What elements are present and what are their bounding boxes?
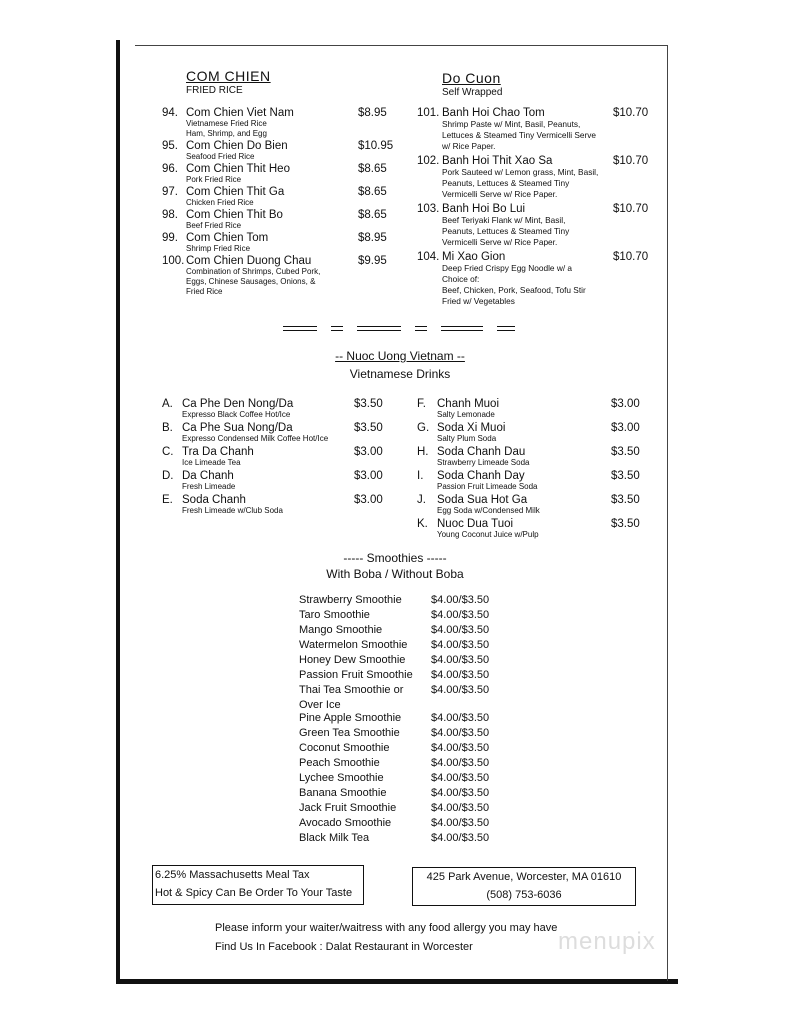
smoothie-name: Coconut Smoothie	[299, 742, 390, 754]
section-title: Do Cuon	[442, 70, 501, 86]
menu-item	[417, 155, 667, 200]
item-price: $3.50	[611, 494, 640, 506]
item-price: $10.70	[613, 155, 649, 167]
item-description: w/ Rice Paper.	[442, 141, 496, 151]
smoothie-name: Mango Smoothie	[299, 624, 383, 636]
item-description: Peanuts, Lettuces & Steamed Tiny	[442, 226, 570, 236]
menu-item	[162, 209, 412, 231]
item-price: $3.50	[611, 446, 640, 458]
item-price: $10.70	[613, 251, 649, 263]
page-border-bottom	[116, 979, 678, 984]
item-number: E.	[162, 494, 173, 506]
item-name: Soda Sua Hot Ga	[437, 494, 528, 506]
smoothie-name: Strawberry Smoothie	[299, 594, 402, 606]
menu-item	[162, 446, 402, 470]
menu-item	[162, 398, 402, 422]
smoothie-item	[299, 741, 519, 756]
smoothie-price: $4.00/$3.50	[431, 609, 490, 621]
menu-item	[417, 422, 657, 446]
smoothie-item	[299, 608, 519, 623]
item-name: Com Chien Viet Nam	[186, 107, 294, 119]
item-description: Beef Fried Rice	[186, 221, 242, 230]
smoothie-price: $4.00/$3.50	[431, 639, 490, 651]
menu-item	[162, 163, 412, 185]
smoothie-price: $4.00/$3.50	[431, 684, 490, 696]
smoothie-price: $4.00/$3.50	[431, 669, 490, 681]
facebook-note: Find Us In Facebook : Dalat Restaurant in Worcester	[215, 941, 473, 953]
smoothie-name: Passion Fruit Smoothie	[299, 669, 413, 681]
item-description: Fresh Limeade	[182, 482, 236, 491]
smoothie-name: Thai Tea Smoothie or Over Ice	[299, 684, 404, 711]
item-number: 97.	[162, 186, 178, 198]
item-description: Expresso Black Coffee Hot/Ice	[182, 410, 291, 419]
smoothie-item	[299, 653, 519, 668]
smoothie-name: Black Milk Tea	[299, 832, 370, 844]
section-subtitle: Vietnamese Drinks	[349, 367, 451, 381]
item-description: Choice of:	[442, 274, 480, 284]
item-description: Expresso Condensed Milk Coffee Hot/Ice	[182, 434, 329, 443]
item-description: Vietnamese Fried Rice	[186, 119, 267, 128]
smoothie-price: $4.00/$3.50	[431, 757, 490, 769]
smoothie-name: Green Tea Smoothie	[299, 727, 400, 739]
address-box	[412, 867, 636, 906]
menu-item	[162, 232, 412, 254]
item-name: Soda Xi Muoi	[437, 422, 506, 434]
item-price: $3.00	[354, 494, 383, 506]
item-name: Da Chanh	[182, 470, 234, 482]
item-number: 96.	[162, 163, 178, 175]
smoothie-price: $4.00/$3.50	[431, 594, 490, 606]
smoothie-price: $4.00/$3.50	[431, 654, 490, 666]
section-subtitle: With Boba / Without Boba	[326, 567, 464, 581]
item-number: 99.	[162, 232, 178, 244]
item-number: C.	[162, 446, 174, 458]
item-description: Fresh Limeade w/Club Soda	[182, 506, 283, 515]
smoothie-price: $4.00/$3.50	[431, 742, 490, 754]
smoothie-price: $4.00/$3.50	[431, 727, 490, 739]
smoothie-price: $4.00/$3.50	[431, 787, 490, 799]
item-description: Beef Teriyaki Flank w/ Mint, Basil,	[442, 215, 566, 225]
com-chien-list	[162, 107, 412, 298]
smoothie-price: $4.00/$3.50	[431, 832, 490, 844]
menu-item	[417, 494, 657, 518]
restaurant-address: 425 Park Avenue, Worcester, MA 01610	[426, 871, 622, 883]
item-number: A.	[162, 398, 173, 410]
item-description: Salty Plum Soda	[437, 434, 497, 443]
item-price: $8.65	[358, 186, 387, 198]
item-description: Salty Lemonade	[437, 410, 495, 419]
smoothie-name: Honey Dew Smoothie	[299, 654, 406, 666]
item-description: Combination of Shrimps, Cubed Pork,	[186, 267, 321, 276]
item-number: 101.	[417, 107, 440, 119]
do-cuon-list	[417, 107, 667, 310]
item-price: $3.00	[611, 398, 640, 410]
smoothie-name: Watermelon Smoothie	[299, 639, 408, 651]
smoothie-item	[299, 711, 519, 726]
item-description: Vermicelli Serve w/ Rice Paper.	[442, 189, 558, 199]
item-number: J.	[417, 494, 426, 506]
item-price: $8.65	[358, 209, 387, 221]
smoothie-name: Banana Smoothie	[299, 787, 387, 799]
do-cuon-header	[442, 70, 502, 98]
item-price: $3.50	[611, 470, 640, 482]
smoothie-price: $4.00/$3.50	[431, 624, 490, 636]
smoothies-header	[250, 551, 540, 581]
spicy-note: Hot & Spicy Can Be Order To Your Taste	[155, 887, 353, 899]
item-price: $8.95	[358, 232, 387, 244]
smoothie-name: Taro Smoothie	[299, 609, 370, 621]
item-number: 95.	[162, 140, 178, 152]
item-description: Pork Sauteed w/ Lemon grass, Mint, Basil,	[442, 167, 599, 177]
item-price: $3.50	[611, 518, 640, 530]
smoothies-list	[299, 593, 519, 846]
smoothie-item	[299, 816, 519, 831]
item-name: Com Chien Tom	[186, 232, 269, 244]
item-name: Ca Phe Den Nong/Da	[182, 398, 294, 410]
menu-item	[162, 140, 412, 162]
item-number: F.	[417, 398, 426, 410]
menu-item	[417, 251, 667, 307]
item-description: Shrimp Paste w/ Mint, Basil, Peanuts,	[442, 119, 581, 129]
item-description: Fried w/ Vegetables	[442, 296, 515, 306]
item-description: Beef, Chicken, Pork, Seafood, Tofu Stir	[442, 285, 586, 295]
smoothie-item	[299, 683, 519, 713]
item-price: $10.70	[613, 107, 649, 119]
item-description: Pork Fried Rice	[186, 175, 242, 184]
menu-item	[417, 446, 657, 470]
item-price: $9.95	[358, 255, 387, 267]
menupix-watermark: menupix	[558, 928, 656, 955]
item-number: K.	[417, 518, 428, 530]
item-name: Banh Hoi Bo Lui	[442, 203, 526, 215]
menu-item	[417, 470, 657, 494]
drinks-right-list	[417, 398, 657, 542]
menu-item	[162, 470, 402, 494]
smoothie-price: $4.00/$3.50	[431, 802, 490, 814]
smoothie-item	[299, 786, 519, 801]
item-name: Com Chien Duong Chau	[186, 255, 312, 267]
menu-item	[162, 494, 402, 518]
item-description: Chicken Fried Rice	[186, 198, 254, 207]
item-number: 94.	[162, 107, 178, 119]
section-subtitle: FRIED RICE	[186, 85, 243, 96]
section-title: COM CHIEN	[186, 68, 271, 84]
menu-item	[417, 398, 657, 422]
smoothie-price: $4.00/$3.50	[431, 817, 490, 829]
smoothie-item	[299, 638, 519, 653]
section-title: -- Nuoc Uong Vietnam --	[335, 349, 465, 363]
item-name: Soda Chanh Dau	[437, 446, 526, 458]
menu-item	[417, 107, 667, 152]
smoothie-name: Jack Fruit Smoothie	[299, 802, 397, 814]
item-number: D.	[162, 470, 174, 482]
page-border-top	[135, 45, 667, 46]
section-title: ----- Smoothies -----	[343, 551, 447, 565]
item-number: 100.	[162, 255, 185, 267]
item-description: Fried Rice	[186, 287, 223, 296]
item-name: Soda Chanh Day	[437, 470, 525, 482]
item-number: 103.	[417, 203, 440, 215]
smoothie-item	[299, 593, 519, 608]
allergy-note: Please inform your waiter/waitress with any food allergy you may have	[215, 922, 558, 934]
item-description: Peanuts, Lettuces & Steamed Tiny	[442, 178, 570, 188]
smoothie-item	[299, 801, 519, 816]
item-price: $3.00	[611, 422, 640, 434]
item-description: Ice Limeade Tea	[182, 458, 241, 467]
page-border-right	[667, 45, 668, 981]
item-number: 104.	[417, 251, 440, 263]
smoothie-item	[299, 726, 519, 741]
item-description: Shrimp Fried Rice	[186, 244, 251, 253]
drinks-left-list	[162, 398, 402, 518]
item-name: Com Chien Thit Ga	[186, 186, 285, 198]
item-description: Egg Soda w/Condensed Milk	[437, 506, 540, 515]
item-name: Soda Chanh	[182, 494, 246, 506]
item-description: Strawberry Limeade Soda	[437, 458, 530, 467]
item-name: Nuoc Dua Tuoi	[437, 518, 514, 530]
item-name: Com Chien Do Bien	[186, 140, 288, 152]
restaurant-phone: (508) 753-6036	[486, 889, 562, 901]
item-name: Banh Hoi Thit Xao Sa	[442, 155, 553, 167]
menu-item	[162, 422, 402, 446]
item-name: Com Chien Thit Bo	[186, 209, 283, 221]
item-price: $3.50	[354, 398, 383, 410]
smoothie-price: $4.00/$3.50	[431, 772, 490, 784]
item-description: Lettuces & Steamed Tiny Vermicelli Serve	[442, 130, 597, 140]
item-name: Chanh Muoi	[437, 398, 500, 410]
item-description: Passion Fruit Limeade Soda	[437, 482, 538, 491]
tax-info-box	[152, 865, 364, 905]
smoothie-item	[299, 623, 519, 638]
item-number: 102.	[417, 155, 440, 167]
footer-notes	[215, 919, 557, 957]
menu-item	[162, 255, 412, 297]
item-price: $10.95	[358, 140, 394, 152]
smoothie-name: Peach Smoothie	[299, 757, 380, 769]
smoothie-item	[299, 756, 519, 771]
menu-item	[162, 186, 412, 208]
menu-item	[162, 107, 412, 139]
smoothie-item	[299, 668, 519, 683]
com-chien-header	[186, 68, 271, 96]
item-name: Mi Xao Gion	[442, 251, 506, 263]
smoothie-item	[299, 831, 519, 846]
item-description: Eggs, Chinese Sausages, Onions, &	[186, 277, 316, 286]
smoothie-name: Avocado Smoothie	[299, 817, 392, 829]
item-price: $3.50	[354, 422, 383, 434]
section-subtitle: Self Wrapped	[442, 87, 503, 98]
item-number: H.	[417, 446, 429, 458]
item-price: $10.70	[613, 203, 649, 215]
menu-item	[417, 518, 657, 542]
tax-note: 6.25% Massachusetts Meal Tax	[155, 869, 310, 881]
drinks-header	[250, 349, 550, 381]
item-price: $8.95	[358, 107, 387, 119]
smoothie-price: $4.00/$3.50	[431, 712, 490, 724]
item-number: I.	[417, 470, 424, 482]
section-divider	[283, 326, 515, 333]
item-name: Tra Da Chanh	[182, 446, 254, 458]
item-description: Ham, Shrimp, and Egg	[186, 129, 267, 138]
menu-item	[417, 203, 667, 248]
item-number: 98.	[162, 209, 178, 221]
item-description: Deep Fried Crispy Egg Noodle w/ a	[442, 263, 573, 273]
item-price: $3.00	[354, 446, 383, 458]
page-border-left	[116, 40, 120, 984]
item-name: Banh Hoi Chao Tom	[442, 107, 545, 119]
smoothie-name: Pine Apple Smoothie	[299, 712, 402, 724]
item-description: Seafood Fried Rice	[186, 152, 255, 161]
item-number: B.	[162, 422, 173, 434]
item-name: Com Chien Thit Heo	[186, 163, 290, 175]
smoothie-name: Lychee Smoothie	[299, 772, 384, 784]
item-price: $8.65	[358, 163, 387, 175]
item-number: G.	[417, 422, 430, 434]
smoothie-item	[299, 771, 519, 786]
item-name: Ca Phe Sua Nong/Da	[182, 422, 293, 434]
item-description: Vermicelli Serve w/ Rice Paper.	[442, 237, 558, 247]
item-description: Young Coconut Juice w/Pulp	[437, 530, 539, 539]
item-price: $3.00	[354, 470, 383, 482]
